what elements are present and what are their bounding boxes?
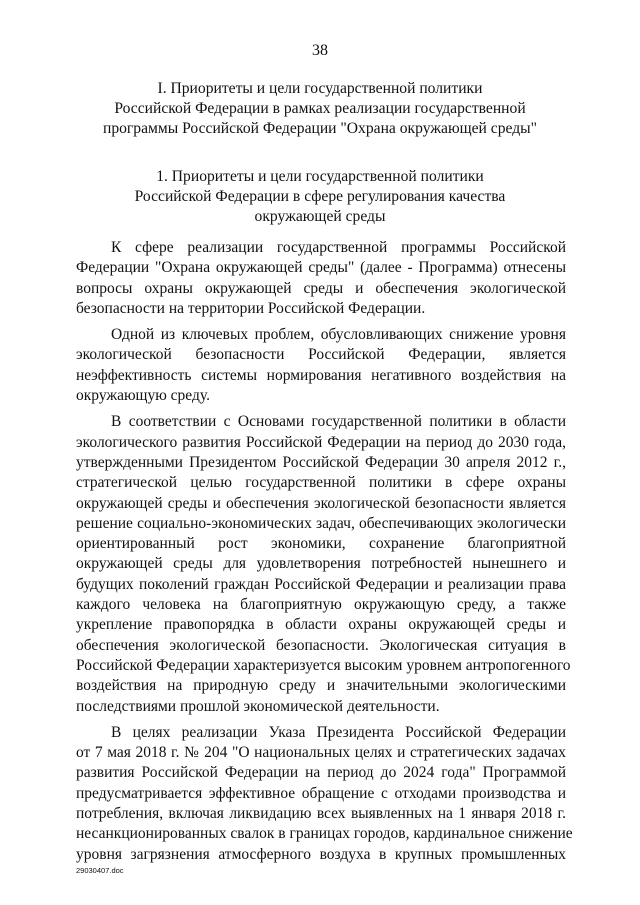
paragraph-line: предусматривается эффективное обращение с отходами производства и <box>76 784 566 802</box>
page-number: 38 <box>312 42 328 59</box>
paragraph-line: утвержденными Президентом Российской Федерации 30 апреля 2012 г., <box>76 453 566 471</box>
paragraph <box>76 412 571 716</box>
paragraph-line: каждого человека на благоприятную окружающую среду, а также <box>76 596 566 614</box>
section-heading <box>0 79 640 139</box>
paragraph-line: Российской Федерации характеризуется высоким уровнем антропогенного <box>76 656 571 674</box>
paragraph-line: экологического развития Российской Федерации на период до 2030 года, <box>76 433 566 451</box>
paragraph-line: от 7 мая 2018 г. № 204 "О национальных целях и стратегических задачах <box>76 744 566 762</box>
paragraph-line: окружающую среду. <box>76 387 210 405</box>
paragraph-line: К сфере реализации государственной программы Российской <box>111 239 566 256</box>
paragraph-line: решение социально-экономических задач, обеспечивающих экологически <box>76 514 566 532</box>
subsection-heading-line: Российской Федерации в сфере регулирования качества <box>134 188 506 205</box>
paragraph-line: несанкционированных свалок в границах городов, кардинальное снижение <box>76 825 573 843</box>
section-heading-line: Российской Федерации в рамках реализации государственной <box>114 100 526 117</box>
paragraph-line: ориентированный рост экономики, сохранение благоприятной <box>76 535 566 553</box>
paragraph-line: обеспечения экологической безопасности. Экологическая ситуация в <box>76 636 566 654</box>
subsection-heading-line: 1. Приоритеты и цели государственной политики <box>156 168 484 185</box>
paragraph-line: В целях реализации Указа Президента Российской Федерации <box>111 723 566 741</box>
subsection-heading <box>0 167 640 227</box>
paragraph-line: Одной из ключевых проблем, обусловливающих снижение уровня <box>111 326 566 344</box>
paragraph-line: развития Российской Федерации на период до 2024 года" Программой <box>76 764 566 782</box>
paragraph-line: окружающей среды и обеспечения экологической безопасности является <box>76 494 566 512</box>
section-heading-line: I. Приоритеты и цели государственной политики <box>157 80 483 97</box>
body-text <box>76 238 573 871</box>
section-heading-line: программы Российской Федерации "Охрана окружающей среды" <box>102 120 538 137</box>
paragraph-line: окружающей среды для удовлетворения потребностей нынешнего и <box>76 555 566 573</box>
paragraph-line: укрепление правопорядка в области охраны окружающей среды и <box>76 616 566 634</box>
paragraph-line: уровня загрязнения атмосферного воздуха в крупных промышленных <box>76 845 566 863</box>
paragraph-line: Федерации "Охрана окружающей среды" (далее - Программа) отнесены <box>76 259 566 277</box>
paragraph <box>76 723 573 865</box>
paragraph-line: вопросы охраны окружающей среды и обеспечения экологической <box>76 279 566 297</box>
paragraph-line: воздействия на природную среду и значительными экологическими <box>76 677 566 695</box>
paragraph-line: экологической безопасности Российской Федерации, является <box>76 346 566 364</box>
document-filename: 29030407.doc <box>76 866 124 875</box>
paragraph-line: последствиями прошлой экономической деятельности. <box>76 697 440 715</box>
paragraph-line: потребления, включая ликвидацию всех выявленных на 1 января 2018 г. <box>76 805 566 823</box>
paragraph-line: стратегической целью государственной политики в сфере охраны <box>76 474 566 492</box>
paragraph-line: неэффективность системы нормирования негативного воздействия на <box>76 366 566 384</box>
subsection-heading-line: окружающей среды <box>254 208 386 225</box>
paragraph-line: будущих поколений граждан Российской Федерации и реализации права <box>76 575 566 593</box>
paragraph <box>76 325 566 406</box>
paragraph-line: В соответствии с Основами государственной политики в области <box>111 413 566 431</box>
paragraph-line: безопасности на территории Российской Федерации. <box>76 299 426 317</box>
paragraph <box>76 238 566 319</box>
